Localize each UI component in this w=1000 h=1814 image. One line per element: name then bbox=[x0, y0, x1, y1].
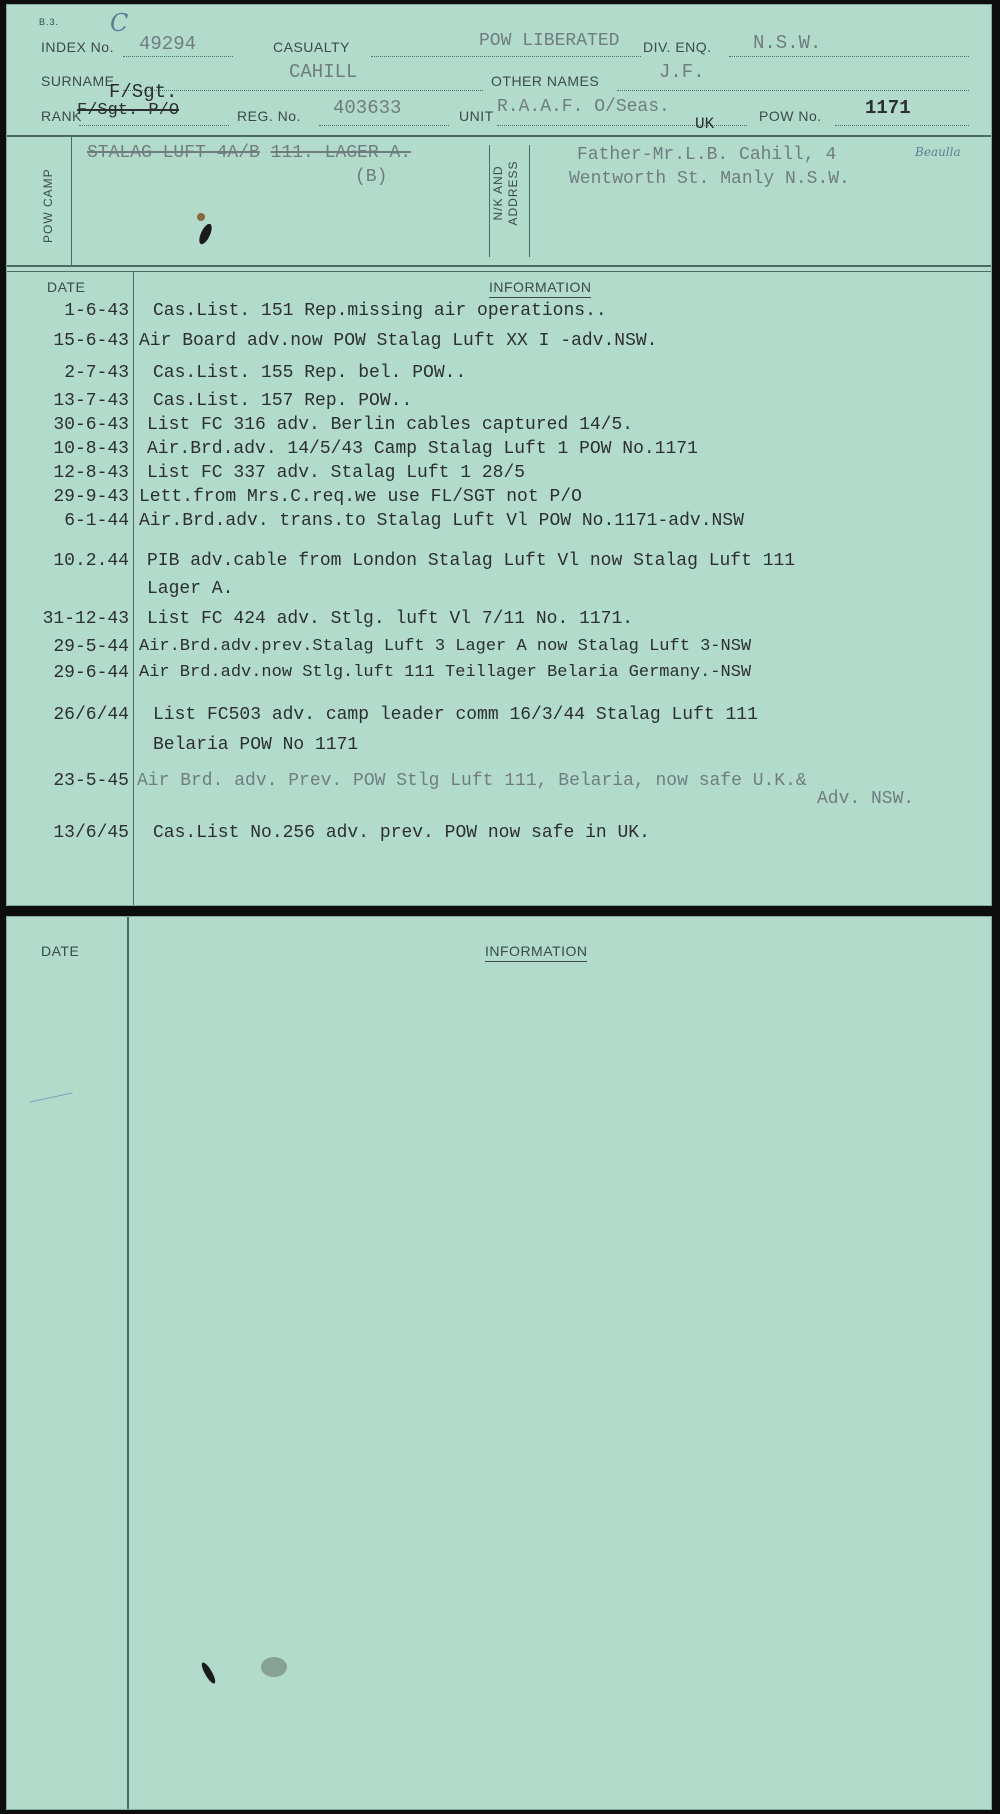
entry-text: Air.Brd.adv. trans.to Stalag Luft Vl POW No.1171-adv.NSW bbox=[139, 511, 744, 531]
entry-text: Air Brd. adv. Prev. POW Stlg Luft 111, Belaria, now safe U.K.& bbox=[137, 771, 807, 791]
entry-date: 30-6-43 bbox=[53, 415, 129, 435]
casualty-line bbox=[371, 56, 641, 57]
address-line2: Wentworth St. Manly N.S.W. bbox=[569, 169, 850, 189]
back-information-header: INFORMATION bbox=[485, 943, 587, 962]
entry-text: Air.Brd.adv. 14/5/43 Camp Stalag Luft 1 POW No.1171 bbox=[147, 439, 698, 459]
rank-value: F/Sgt. P/O bbox=[77, 101, 180, 120]
entry-text: List FC 424 adv. Stlg. luft Vl 7/11 No. 1171. bbox=[147, 609, 634, 629]
pow-camp-label: POW CAMP bbox=[41, 168, 55, 243]
entry-text: Cas.List. 157 Rep. POW.. bbox=[153, 391, 413, 411]
section-divider-top bbox=[7, 265, 992, 267]
entry-date: 2-7-43 bbox=[64, 363, 129, 383]
reg-no-line bbox=[319, 125, 449, 126]
div-enq-value: N.S.W. bbox=[753, 32, 822, 54]
entry-text: Lett.from Mrs.C.req.we use FL/SGT not P/O bbox=[139, 487, 582, 507]
surname-label: SURNAME bbox=[41, 73, 115, 89]
ink-blot bbox=[197, 222, 214, 246]
pow-camp-line1 bbox=[87, 143, 411, 163]
index-line bbox=[123, 56, 233, 57]
casualty-value: POW LIBERATED bbox=[479, 31, 620, 51]
entry-text: Air Board adv.now POW Stalag Luft XX I -adv.NSW. bbox=[139, 331, 658, 351]
entry-date: 6-1-44 bbox=[64, 511, 129, 531]
entry-date: 10-8-43 bbox=[53, 439, 129, 459]
back-stain bbox=[261, 1657, 287, 1677]
entry-text: Air.Brd.adv.prev.Stalag Luft 3 Lager A now Stalag Luft 3-NSW bbox=[139, 637, 752, 656]
entry-date: 15-6-43 bbox=[53, 331, 129, 351]
entry-text: List FC 316 adv. Berlin cables captured 14/5. bbox=[147, 415, 634, 435]
reg-no-value: 403633 bbox=[333, 97, 402, 119]
index-card-front bbox=[6, 4, 992, 906]
entry-date: 13/6/45 bbox=[53, 823, 129, 843]
back-pen-mark bbox=[29, 1092, 72, 1102]
entry-text: Cas.List. 155 Rep. bel. POW.. bbox=[153, 363, 467, 383]
entry-text: Adv. NSW. bbox=[817, 789, 915, 809]
back-date-header: DATE bbox=[41, 943, 80, 959]
address-label: ADDRESS bbox=[506, 160, 520, 226]
nk-label: N/K AND bbox=[491, 165, 505, 221]
entry-text: PIB adv.cable from London Stalag Luft Vl now Stalag Luft 111 bbox=[147, 551, 796, 571]
unit-label: UNIT bbox=[459, 108, 494, 124]
casualty-label: CASUALTY bbox=[273, 39, 350, 55]
date-header: DATE bbox=[47, 279, 86, 295]
surname-rank-note: F/Sgt. bbox=[109, 81, 178, 103]
unit-note: UK bbox=[695, 115, 715, 133]
entry-text: Cas.List. 151 Rep.missing air operations.. bbox=[153, 301, 607, 321]
nk-divider-left bbox=[489, 145, 490, 257]
entry-text: Belaria POW No 1171 bbox=[153, 735, 359, 755]
entry-date: 26/6/44 bbox=[53, 705, 129, 725]
pow-camp-line1b: 111. LAGER A. bbox=[270, 143, 412, 163]
other-names-value: J.F. bbox=[659, 61, 705, 83]
index-label: INDEX No. bbox=[41, 39, 114, 55]
unit-value: R.A.A.F. O/Seas. bbox=[497, 97, 670, 117]
div-enq-label: DIV. ENQ. bbox=[643, 39, 712, 55]
index-card-back bbox=[6, 916, 992, 1810]
pow-no-line bbox=[835, 125, 969, 126]
back-ink-blot bbox=[199, 1661, 217, 1685]
div-enq-line bbox=[729, 56, 969, 57]
surname-value: CAHILL bbox=[289, 61, 358, 83]
entry-date: 10.2.44 bbox=[53, 551, 129, 571]
entry-date: 31-12-43 bbox=[42, 609, 129, 629]
ink-spot bbox=[197, 213, 205, 221]
information-header: INFORMATION bbox=[489, 279, 591, 298]
address-handwritten-note: Beaulla bbox=[915, 145, 961, 159]
entry-date: 29-5-44 bbox=[53, 637, 129, 657]
entry-text: Lager A. bbox=[147, 579, 234, 599]
entry-date: 23-5-45 bbox=[53, 771, 129, 791]
entry-text: List FC503 adv. camp leader comm 16/3/44 Stalag Luft 111 bbox=[153, 705, 758, 725]
pow-no-label: POW No. bbox=[759, 108, 822, 124]
reg-no-label: REG. No. bbox=[237, 108, 301, 124]
index-value: 49294 bbox=[139, 33, 197, 55]
back-date-column-divider bbox=[127, 917, 129, 1810]
entry-date: 29-9-43 bbox=[53, 487, 129, 507]
entry-date: 12-8-43 bbox=[53, 463, 129, 483]
nk-divider-right bbox=[529, 145, 530, 257]
other-names-line bbox=[617, 90, 969, 91]
address-line1: Father-Mr.L.B. Cahill, 4 bbox=[577, 145, 837, 165]
section-divider-bottom bbox=[7, 271, 992, 272]
pow-camp-line1-struck: STALAG LUFT 4A/B bbox=[87, 143, 260, 163]
entry-text: Air Brd.adv.now Stlg.luft 111 Teillager Belaria Germany.-NSW bbox=[139, 663, 752, 682]
index-handwritten-mark: C bbox=[110, 9, 129, 37]
nk-address-label bbox=[491, 143, 521, 243]
rank-label: RANK bbox=[41, 108, 82, 124]
entry-text: List FC 337 adv. Stalag Luft 1 28/5 bbox=[147, 463, 526, 483]
entry-date: 29-6-44 bbox=[53, 663, 129, 683]
date-column-divider bbox=[133, 272, 134, 906]
entry-date: 13-7-43 bbox=[53, 391, 129, 411]
rank-line bbox=[79, 125, 229, 126]
entry-text: Cas.List No.256 adv. prev. POW now safe in UK. bbox=[153, 823, 650, 843]
entry-date: 1-6-43 bbox=[64, 301, 129, 321]
form-code: B.3. bbox=[39, 17, 60, 27]
pow-camp-line2: (B) bbox=[355, 167, 388, 187]
pow-no-value: 1171 bbox=[865, 97, 911, 119]
other-names-label: OTHER NAMES bbox=[491, 73, 600, 89]
pow-camp-divider bbox=[71, 137, 72, 265]
header-divider bbox=[7, 135, 992, 137]
